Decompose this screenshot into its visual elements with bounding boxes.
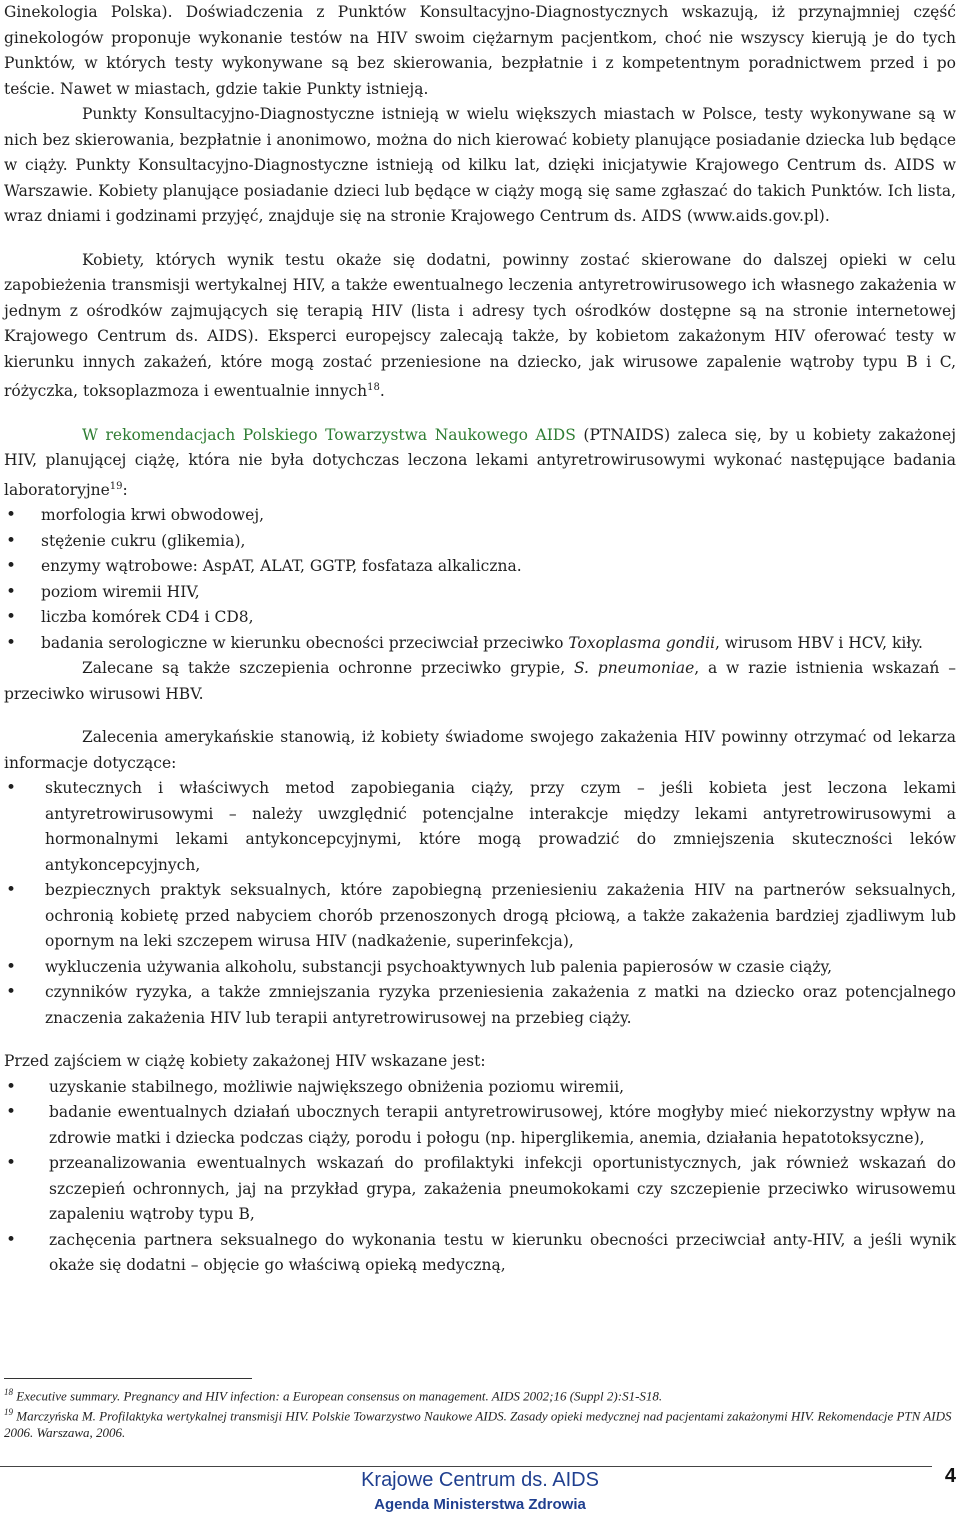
kobiety-text: Kobiety, których wynik testu okaże się dodatni, powinny zostać skierowane do dalszej opieki w celu zapobieżenia transmisji wertykalnej HIV, a także ewentualnego leczenia antyretrowirusowego ich własnego zakażenia w jednym z ośrodków zajmujących się terapią HIV (lista i adresy tych ośrodków dostępne są na stronie internetowej Krajowego Centrum ds. AIDS). Eksperci europejscy zalecają także, by kobietom zakażonym HIV oferować testy w kierunku innych zakażeń, które mogą zostać przeniesione na dziecko, jak wirusowe zapalenie wątroby typu B i C, różyczka, toksoplazmoza i ewentualnie innych <box>4 250 956 401</box>
vaccines-post: , a w razie istnienia wskazań – przeciwko wirusowi HBV. <box>4 659 956 703</box>
ptn-text: (PTNAIDS) zaleca się, by u kobiety zakażonej HIV, planującej ciążę, która nie była dotychczas leczona lekami antyretrowirusowymi wykonać następujące badania laboratoryjne <box>4 425 956 499</box>
list-item: • bezpiecznych praktyk seksualnych, które zapobiegną przeniesieniu zakażenia HIV na partnerów seksualnych, ochronią kobietę przed nabyciem chorób przenoszonych drogą płciową, a także zakażenia bardziej zjadliwym lub opornym na leki szczepem wirusa HIV (nadkażenie, superinfekcja), <box>4 878 956 955</box>
list-item: • badanie ewentualnych działań ubocznych terapii antyretrowirusowej, które mogłyby mieć niekorzystny wpływ na zdrowie matki i dziecka podczas ciąży, porodu i połogu (np. hiperglikemia, anemia, działania hepatotoksyczne), <box>4 1100 956 1151</box>
footnote-text: Executive summary. Pregnancy and HIV infection: a European consensus on management. AIDS 2002;16 (Suppl 2):S1-S18. <box>16 1388 663 1404</box>
ptn-highlight: W rekomendacjach Polskiego Towarzystwa Naukowego AIDS <box>82 425 576 444</box>
list-item: • uzyskanie stabilnego, możliwie największego obniżenia poziomu wiremii, <box>4 1075 956 1101</box>
list-item: • przeanalizowania ewentualnych wskazań do profilaktyki infekcji oportunistycznych, jak również wskazań do szczepień ochronnych, jaj na przykład grypa, zakażenia pneumokokami czy szczepienie przeciwko wirusowemu zapaleniu wątroby typu B, <box>4 1151 956 1228</box>
footnote-number: 18 <box>4 1387 13 1397</box>
list-item: • skutecznych i właściwych metod zapobiegania ciąży, przy czym – jeśli kobieta jest leczona lekami antyretrowirusowymi – należy uwzględnić potencjalne interakcje między lekami antyretrowirusowymi a hormonalnymi lekami antykoncepcyjnymi, które mogą prowadzić do zmniejszenia skuteczności leków antykoncepcyjnych, <box>4 776 956 878</box>
list-item <box>4 631 956 657</box>
us-items-list <box>4 776 956 1031</box>
list-item: • morfologia krwi obwodowej, <box>4 503 956 529</box>
footer-title: Krajowe Centrum ds. AIDS <box>361 1469 599 1491</box>
vaccines-paragraph <box>4 656 956 707</box>
footnote-number: 19 <box>4 1407 13 1417</box>
ptn-paragraph <box>4 423 956 504</box>
footnote-18 <box>4 1384 954 1404</box>
punkty-paragraph: Punkty Konsultacyjno-Diagnostyczne istnieją w wielu większych miastach w Polsce, testy wykonywane są w nich bez skierowania, bezpłatnie i anonimowo, można do nich kierować kobiety planujące posiadanie dziecka lub będące w ciąży. Punkty Konsultacyjno-Diagnostyczne istnieją od kilku lat, dzięki inicjatywie Krajowego Centrum ds. AIDS w Warszawie. Kobiety planujące posiadanie dzieci lub będące w ciąży mogą się same zgłaszać do takich Punktów. Ich lista, wraz dniami i godzinami przyjęć, znajduje się na stronie Krajowego Centrum ds. AIDS (www.aids.gov.pl). <box>4 105 956 225</box>
list-item: • czynników ryzyka, a także zmniejszania ryzyka przeniesienia zakażenia z matki na dziecko oraz potencjalnego znaczenia zakażenia HIV lub terapii antyretrowirusowej na przebieg ciąży. <box>4 980 956 1031</box>
document-page <box>4 0 956 1279</box>
spacer <box>4 1031 956 1049</box>
kobiety-end: . <box>379 382 385 401</box>
page-number: 4 <box>944 1465 956 1487</box>
lab-last-pre: badania serologiczne w kierunku obecności przeciwciał przeciwko <box>41 633 569 652</box>
footnote-text: Marczyńska M. Profilaktyka wertykalnej transmisji HIV. Polskie Towarzystwo Naukowe AIDS. Zasady opieki medycznej nad pacjentami zakażonymi HIV. Rekomendacje PTN AIDS 2006. Warszawa, 2006. <box>4 1408 952 1441</box>
list-item: • zachęcenia partnera seksualnego do wykonania testu w kierunku obecności przeciwciał anty-HIV, a jeśli wynik okaże się dodatni – objęcie go właściwą opieką medyczną, <box>4 1228 956 1279</box>
spacer <box>4 230 956 248</box>
spacer <box>4 707 956 725</box>
lab-tests-list <box>4 503 956 656</box>
vaccines-italic: S. pneumoniae <box>573 659 695 678</box>
lab-last-post: , wirusom HBV i HCV, kiły. <box>714 633 923 652</box>
us-paragraph: Zalecenia amerykańskie stanowią, iż kobiety świadome swojego zakażenia HIV powinny otrzymać od lekarza informacje dotyczące: <box>4 728 956 772</box>
list-item: • poziom wiremii HIV, <box>4 580 956 606</box>
footnote-divider <box>4 1378 252 1379</box>
list-item: • liczba komórek CD4 i CD8, <box>4 605 956 631</box>
ptn-end: : <box>122 480 128 499</box>
footnote-ref-18: 18 <box>367 382 380 393</box>
footnote-19 <box>4 1404 954 1441</box>
lab-last-italic: Toxoplasma gondii <box>568 633 715 652</box>
list-item: • wykluczenia używania alkoholu, substancji psychoaktywnych lub palenia papierosów w czasie ciąży, <box>4 955 956 981</box>
list-item: • stężenie cukru (glikemia), <box>4 529 956 555</box>
kobiety-paragraph <box>4 248 956 405</box>
list-item: • enzymy wątrobowe: AspAT, ALAT, GGTP, fosfataza alkaliczna. <box>4 554 956 580</box>
spacer <box>4 405 956 423</box>
before-paragraph: Przed zajściem w ciążę kobiety zakażonej HIV wskazane jest: <box>4 1052 486 1071</box>
intro-paragraph: Ginekologia Polska). Doświadczenia z Punktów Konsultacyjno-Diagnostycznych wskazują, iż przynajmniej część ginekologów proponuje wykonanie testów na HIV swoim ciężarnym pacjentkom, choć nie wszyscy kierują je do tych Punktów, w których testy wykonywane są bez skierowania, bezpłatnie i z kompetentnym poradnictwem przed i po teście. Nawet w miastach, gdzie takie Punkty istnieją. <box>4 3 956 98</box>
before-items-list <box>4 1075 956 1279</box>
vaccines-pre: Zalecane są także szczepienia ochronne przeciwko grypie, <box>82 659 574 678</box>
footer-subtitle: Agenda Ministerstwa Zdrowia <box>374 1496 586 1513</box>
footnote-ref-19: 19 <box>109 480 123 492</box>
